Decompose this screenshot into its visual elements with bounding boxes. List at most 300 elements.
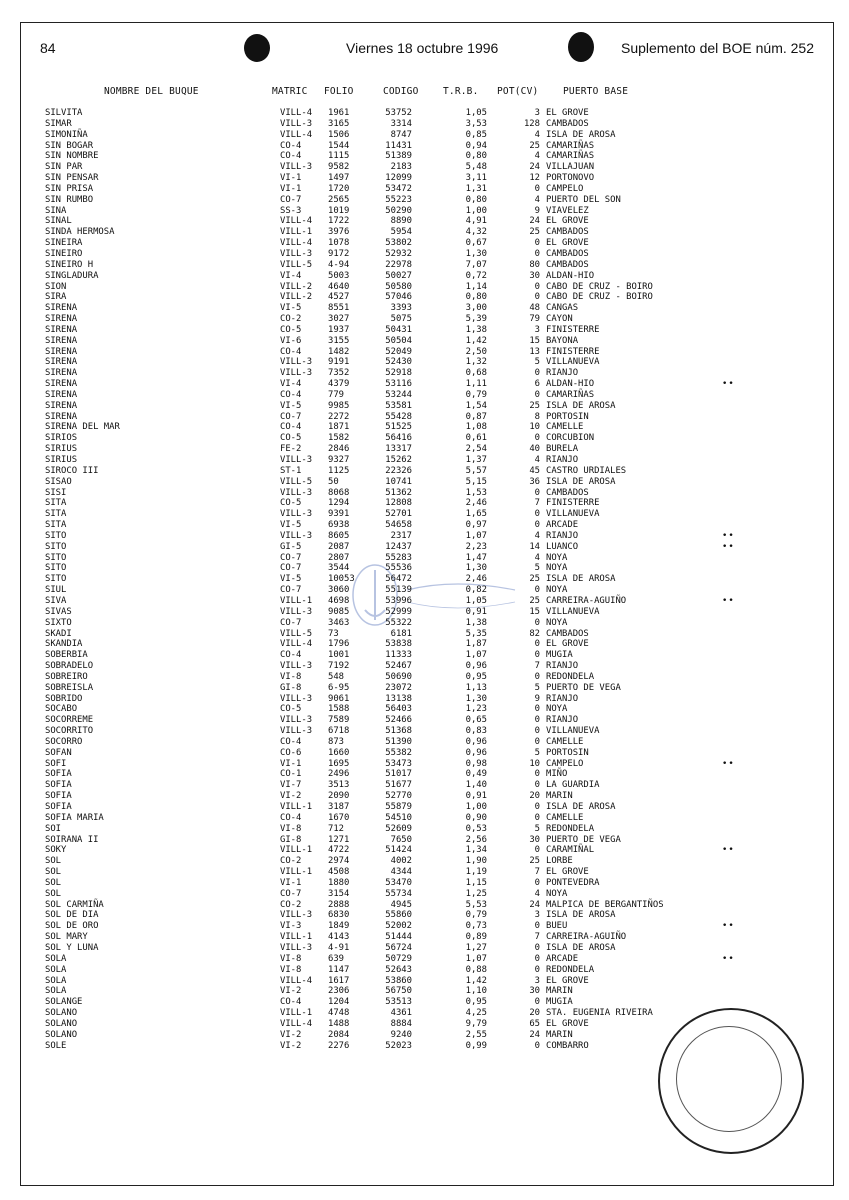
vessel-name: SOKY xyxy=(45,845,67,856)
codigo: 53860 xyxy=(385,975,412,986)
trb: 1,13 xyxy=(465,682,487,693)
puerto-base: ALDAN-HIO xyxy=(546,379,595,390)
puerto-base: ISLA DE AROSA xyxy=(546,476,616,487)
row-mark: •• xyxy=(722,921,735,932)
row-mark: •• xyxy=(722,758,735,769)
table-row xyxy=(0,119,849,130)
folio: 1506 xyxy=(328,129,350,140)
folio: 1670 xyxy=(328,812,350,823)
matricula: VILL-5 xyxy=(280,628,313,639)
trb: 0,91 xyxy=(465,791,487,802)
matricula: VI-5 xyxy=(280,520,302,531)
folio: 4527 xyxy=(328,292,350,303)
table-row xyxy=(0,379,849,390)
trb: 3,53 xyxy=(465,118,487,129)
trb: 1,10 xyxy=(465,986,487,997)
matricula: CO-4 xyxy=(280,650,302,661)
table-row xyxy=(0,368,849,379)
puerto-base: PORTOSIN xyxy=(546,747,589,758)
puerto-base: VILLAJUAN xyxy=(546,162,595,173)
puerto-base: MARIN xyxy=(546,1029,573,1040)
trb: 4,32 xyxy=(465,227,487,238)
trb: 0,89 xyxy=(465,932,487,943)
vessel-name: SOFI xyxy=(45,758,67,769)
folio: 3463 xyxy=(328,617,350,628)
trb: 2,50 xyxy=(465,346,487,357)
matricula: VILL-3 xyxy=(280,118,313,129)
puerto-base: LORBE xyxy=(546,856,573,867)
vessel-name: SOFIA xyxy=(45,802,72,812)
matricula: VI-2 xyxy=(280,1029,302,1040)
folio: 1204 xyxy=(328,997,350,1008)
trb: 0,96 xyxy=(465,747,487,758)
puerto-base: NOYA xyxy=(546,704,568,715)
vessel-name: SOL xyxy=(45,867,62,878)
table-row xyxy=(0,422,849,433)
puerto-base: PORTOSIN xyxy=(546,411,589,422)
potencia: 25 xyxy=(529,574,540,585)
potencia: 0 xyxy=(534,877,540,888)
row-mark: •• xyxy=(722,541,735,552)
matricula: CO-7 xyxy=(280,411,302,422)
col-header-name: NOMBRE DEL BUQUE xyxy=(104,86,199,97)
potencia: 5 xyxy=(534,823,540,834)
codigo: 52770 xyxy=(385,791,412,802)
vessel-name: SOL xyxy=(45,888,62,899)
matricula: VILL-3 xyxy=(280,248,313,259)
folio: 9172 xyxy=(328,248,350,259)
folio: 4722 xyxy=(328,845,350,856)
trb: 0,61 xyxy=(465,433,487,444)
folio: 1880 xyxy=(328,877,350,888)
vessel-name: SISI xyxy=(45,487,67,498)
trb: 0,79 xyxy=(465,389,487,400)
matricula: VI-1 xyxy=(280,173,302,184)
vessel-name: SOLA xyxy=(45,975,67,986)
potencia: 0 xyxy=(534,715,540,726)
folio: 4748 xyxy=(328,1008,350,1019)
puerto-base: VILLANUEVA xyxy=(546,606,600,617)
folio: 1147 xyxy=(328,964,350,975)
potencia: 30 xyxy=(529,834,540,845)
potencia: 82 xyxy=(529,628,540,639)
trb: 0,49 xyxy=(465,769,487,780)
matricula: VILL-3 xyxy=(280,715,313,726)
codigo: 7650 xyxy=(390,834,412,845)
puerto-base: CAYON xyxy=(546,314,573,325)
vessel-name: SIN NOMBRE xyxy=(45,151,99,162)
vessel-name: SITO xyxy=(45,552,67,563)
puerto-base: ISLA DE AROSA xyxy=(546,574,616,585)
codigo: 12437 xyxy=(385,541,412,552)
codigo: 53802 xyxy=(385,238,412,249)
matricula: VILL-3 xyxy=(280,942,313,953)
codigo: 4361 xyxy=(390,1008,412,1019)
table-row xyxy=(0,574,849,585)
potencia: 45 xyxy=(529,465,540,476)
trb: 0,68 xyxy=(465,368,487,379)
puerto-base: FINISTERRE xyxy=(546,324,600,335)
folio: 9061 xyxy=(328,693,350,704)
codigo: 2317 xyxy=(390,530,412,541)
matricula: ST-1 xyxy=(280,465,302,476)
trb: 0,53 xyxy=(465,823,487,834)
table-row xyxy=(0,845,849,856)
matricula: VILL-4 xyxy=(280,975,313,986)
trb: 0,88 xyxy=(465,964,487,975)
potencia: 15 xyxy=(529,335,540,346)
puerto-base: CAMBADOS xyxy=(546,487,589,498)
codigo: 52701 xyxy=(385,509,412,520)
potencia: 0 xyxy=(534,617,540,628)
codigo: 5075 xyxy=(390,314,412,325)
trb: 0,67 xyxy=(465,238,487,249)
potencia: 9 xyxy=(534,205,540,216)
folio: 1019 xyxy=(328,205,350,216)
potencia: 3 xyxy=(534,324,540,335)
vessel-name: SIRIUS xyxy=(45,455,78,465)
folio: 3976 xyxy=(328,227,350,238)
codigo: 52643 xyxy=(385,964,412,975)
codigo: 55322 xyxy=(385,617,412,628)
codigo: 51444 xyxy=(385,932,412,943)
matricula: VI-8 xyxy=(280,964,302,975)
matricula: VILL-3 xyxy=(280,368,313,379)
trb: 2,46 xyxy=(465,574,487,585)
vessel-name: SILVITA xyxy=(45,108,83,118)
potencia: 10 xyxy=(529,422,540,433)
table-row xyxy=(0,141,849,152)
table-row xyxy=(0,488,849,499)
matricula: CO-4 xyxy=(280,812,302,823)
puerto-base: LUANCO xyxy=(546,541,579,552)
trb: 1,65 xyxy=(465,509,487,520)
puerto-base: EL GROVE xyxy=(546,867,589,878)
folio: 4143 xyxy=(328,932,350,943)
trb: 5,35 xyxy=(465,628,487,639)
folio: 1722 xyxy=(328,216,350,227)
vessel-name: SKADI xyxy=(45,628,72,639)
codigo: 55536 xyxy=(385,563,412,574)
potencia: 25 xyxy=(529,595,540,606)
codigo: 53472 xyxy=(385,183,412,194)
folio: 3027 xyxy=(328,314,350,325)
codigo: 6181 xyxy=(390,628,412,639)
puerto-base: CARAMIÑAL xyxy=(546,845,595,856)
matricula: VILL-1 xyxy=(280,802,313,812)
trb: 1,30 xyxy=(465,693,487,704)
vessel-name: SOL DE DIA xyxy=(45,910,99,921)
vessel-name: SIRENA xyxy=(45,379,78,390)
matricula: VI-5 xyxy=(280,303,302,314)
vessel-name: SITA xyxy=(45,509,67,520)
puerto-base: CAMBADOS xyxy=(546,118,589,129)
trb: 1,05 xyxy=(465,595,487,606)
folio: 9985 xyxy=(328,400,350,411)
table-row xyxy=(0,943,849,954)
potencia: 0 xyxy=(534,585,540,596)
trb: 3,00 xyxy=(465,303,487,314)
trb: 0,80 xyxy=(465,194,487,205)
trb: 5,53 xyxy=(465,899,487,910)
puerto-base: PONTEVEDRA xyxy=(546,877,600,888)
matricula: VILL-2 xyxy=(280,292,313,303)
folio: 7352 xyxy=(328,368,350,379)
matricula: VI-8 xyxy=(280,953,302,964)
table-row xyxy=(0,976,849,987)
codigo: 12808 xyxy=(385,498,412,509)
table-row xyxy=(0,292,849,303)
col-header-codigo: CODIGO xyxy=(383,86,419,97)
matricula: VILL-3 xyxy=(280,487,313,498)
matricula: CO-4 xyxy=(280,422,302,433)
vessel-name: SOI xyxy=(45,823,62,834)
folio: 1294 xyxy=(328,498,350,509)
trb: 1,40 xyxy=(465,780,487,791)
table-row xyxy=(0,986,849,997)
codigo: 10741 xyxy=(385,476,412,487)
potencia: 7 xyxy=(534,932,540,943)
potencia: 14 xyxy=(529,541,540,552)
codigo: 55223 xyxy=(385,194,412,205)
trb: 5,48 xyxy=(465,162,487,173)
folio: 5003 xyxy=(328,270,350,281)
potencia: 5 xyxy=(534,682,540,693)
puerto-base: CAMPELO xyxy=(546,183,584,194)
table-row xyxy=(0,509,849,520)
potencia: 40 xyxy=(529,444,540,455)
potencia: 5 xyxy=(534,747,540,758)
potencia: 4 xyxy=(534,194,540,205)
vessel-name: SOLANGE xyxy=(45,997,83,1008)
table-row xyxy=(0,108,849,119)
vessel-name: SINA xyxy=(45,205,67,216)
codigo: 54510 xyxy=(385,812,412,823)
puerto-base: RIANJO xyxy=(546,455,579,465)
matricula: VILL-3 xyxy=(280,726,313,737)
potencia: 3 xyxy=(534,975,540,986)
folio: 4-94 xyxy=(328,259,350,270)
row-mark: •• xyxy=(722,530,735,541)
folio: 9327 xyxy=(328,455,350,465)
table-row xyxy=(0,954,849,965)
matricula: CO-4 xyxy=(280,346,302,357)
table-row xyxy=(0,856,849,867)
table-row xyxy=(0,661,849,672)
puerto-base: MARIN xyxy=(546,791,573,802)
codigo: 50580 xyxy=(385,281,412,292)
folio: 712 xyxy=(328,823,345,834)
table-row xyxy=(0,390,849,401)
trb: 1,15 xyxy=(465,877,487,888)
codigo: 50290 xyxy=(385,205,412,216)
puerto-base: CAMELLE xyxy=(546,422,584,433)
col-header-matric: MATRIC xyxy=(272,86,308,97)
potencia: 0 xyxy=(534,921,540,932)
folio: 1497 xyxy=(328,173,350,184)
matricula: VILL-4 xyxy=(280,1018,313,1029)
trb: 1,42 xyxy=(465,975,487,986)
codigo: 55139 xyxy=(385,585,412,596)
codigo: 8747 xyxy=(390,129,412,140)
codigo: 51389 xyxy=(385,151,412,162)
vessel-name: SOBREISLA xyxy=(45,682,94,693)
codigo: 52002 xyxy=(385,921,412,932)
potencia: 0 xyxy=(534,433,540,444)
table-row xyxy=(0,650,849,661)
puerto-base: CARREIRA-AGUIÑO xyxy=(546,595,627,606)
matricula: VI-5 xyxy=(280,400,302,411)
table-row xyxy=(0,151,849,162)
matricula: CO-5 xyxy=(280,433,302,444)
matricula: CO-2 xyxy=(280,856,302,867)
matricula: VILL-5 xyxy=(280,259,313,270)
matricula: VI-8 xyxy=(280,671,302,682)
vessel-name: SOFIA xyxy=(45,780,72,791)
vessel-name: SOBREIRO xyxy=(45,671,88,682)
matricula: CO-4 xyxy=(280,140,302,151)
puerto-base: ISLA DE AROSA xyxy=(546,802,616,812)
table-row xyxy=(0,835,849,846)
codigo: 8884 xyxy=(390,1018,412,1029)
vessel-name: SOLA xyxy=(45,986,67,997)
vessel-name: SINEIRO H xyxy=(45,259,94,270)
potencia: 4 xyxy=(534,530,540,541)
puerto-base: EL GROVE xyxy=(546,108,589,118)
folio: 8605 xyxy=(328,530,350,541)
codigo: 3314 xyxy=(390,118,412,129)
trb: 0,73 xyxy=(465,921,487,932)
trb: 9,79 xyxy=(465,1018,487,1029)
table-row xyxy=(0,303,849,314)
codigo: 13317 xyxy=(385,444,412,455)
potencia: 0 xyxy=(534,942,540,953)
matricula: VILL-4 xyxy=(280,129,313,140)
vessel-name: SIMONIÑA xyxy=(45,129,88,140)
trb: 0,99 xyxy=(465,1040,487,1051)
trb: 1,37 xyxy=(465,455,487,465)
matricula: VI-1 xyxy=(280,877,302,888)
trb: 5,57 xyxy=(465,465,487,476)
table-row xyxy=(0,639,849,650)
puerto-base: ARCADE xyxy=(546,953,579,964)
trb: 0,95 xyxy=(465,997,487,1008)
potencia: 0 xyxy=(534,650,540,661)
potencia: 0 xyxy=(534,845,540,856)
codigo: 53752 xyxy=(385,108,412,118)
matricula: CO-7 xyxy=(280,563,302,574)
trb: 0,80 xyxy=(465,151,487,162)
puerto-base: CARREIRA-AGUIÑO xyxy=(546,932,627,943)
matricula: VILL-3 xyxy=(280,162,313,173)
codigo: 52609 xyxy=(385,823,412,834)
matricula: VILL-4 xyxy=(280,216,313,227)
folio: 1271 xyxy=(328,834,350,845)
punch-hole-mark xyxy=(244,34,270,62)
potencia: 0 xyxy=(534,281,540,292)
codigo: 52932 xyxy=(385,248,412,259)
trb: 5,39 xyxy=(465,314,487,325)
potencia: 24 xyxy=(529,162,540,173)
vessel-name: SITO xyxy=(45,530,67,541)
table-row xyxy=(0,260,849,271)
matricula: VILL-3 xyxy=(280,910,313,921)
folio: 8551 xyxy=(328,303,350,314)
potencia: 25 xyxy=(529,856,540,867)
vessel-name: SIROCO III xyxy=(45,465,99,476)
potencia: 0 xyxy=(534,997,540,1008)
trb: 1,07 xyxy=(465,650,487,661)
puerto-base: RIANJO xyxy=(546,530,579,541)
vessel-name: SIRIUS xyxy=(45,444,78,455)
puerto-base: ISLA DE AROSA xyxy=(546,400,616,411)
puerto-base: VILLANUEVA xyxy=(546,357,600,368)
potencia: 0 xyxy=(534,520,540,531)
matricula: VI-2 xyxy=(280,1040,302,1051)
potencia: 0 xyxy=(534,368,540,379)
vessel-name: SIRENA xyxy=(45,400,78,411)
matricula: VILL-4 xyxy=(280,639,313,650)
trb: 1,08 xyxy=(465,422,487,433)
col-header-port: PUERTO BASE xyxy=(563,86,629,97)
puerto-base: ISLA DE AROSA xyxy=(546,942,616,953)
codigo: 56724 xyxy=(385,942,412,953)
codigo: 51525 xyxy=(385,422,412,433)
puerto-base: CAMBADOS xyxy=(546,227,589,238)
codigo: 55283 xyxy=(385,552,412,563)
folio: 2084 xyxy=(328,1029,350,1040)
vessel-table xyxy=(0,108,849,1051)
potencia: 24 xyxy=(529,216,540,227)
codigo: 57046 xyxy=(385,292,412,303)
folio: 2276 xyxy=(328,1040,350,1051)
folio: 873 xyxy=(328,736,345,747)
table-row xyxy=(0,531,849,542)
vessel-name: SOL CARMIÑA xyxy=(45,899,104,910)
puerto-base: EL GROVE xyxy=(546,238,589,249)
vessel-name: SOLANO xyxy=(45,1029,78,1040)
matricula: VI-7 xyxy=(280,780,302,791)
trb: 0,79 xyxy=(465,910,487,921)
table-row xyxy=(0,520,849,531)
page-number: 84 xyxy=(40,40,56,56)
trb: 1,07 xyxy=(465,530,487,541)
trb: 1,27 xyxy=(465,942,487,953)
folio: 1588 xyxy=(328,704,350,715)
trb: 1,11 xyxy=(465,379,487,390)
table-row xyxy=(0,412,849,423)
puerto-base: COMBARRO xyxy=(546,1040,589,1051)
table-row xyxy=(0,336,849,347)
table-row xyxy=(0,542,849,553)
matricula: CO-5 xyxy=(280,498,302,509)
table-row xyxy=(0,932,849,943)
vessel-name: SOFIA MARIA xyxy=(45,812,104,823)
folio: 73 xyxy=(328,628,339,639)
punch-hole-mark xyxy=(568,32,594,62)
puerto-base: CAMARIÑAS xyxy=(546,140,595,151)
row-mark: •• xyxy=(722,845,735,856)
folio: 1695 xyxy=(328,758,350,769)
table-row xyxy=(0,889,849,900)
vessel-name: SINEIRA xyxy=(45,238,83,249)
folio: 4-91 xyxy=(328,942,350,953)
potencia: 48 xyxy=(529,303,540,314)
trb: 0,87 xyxy=(465,411,487,422)
puerto-base: FINISTERRE xyxy=(546,346,600,357)
matricula: VILL-3 xyxy=(280,509,313,520)
table-row xyxy=(0,498,849,509)
